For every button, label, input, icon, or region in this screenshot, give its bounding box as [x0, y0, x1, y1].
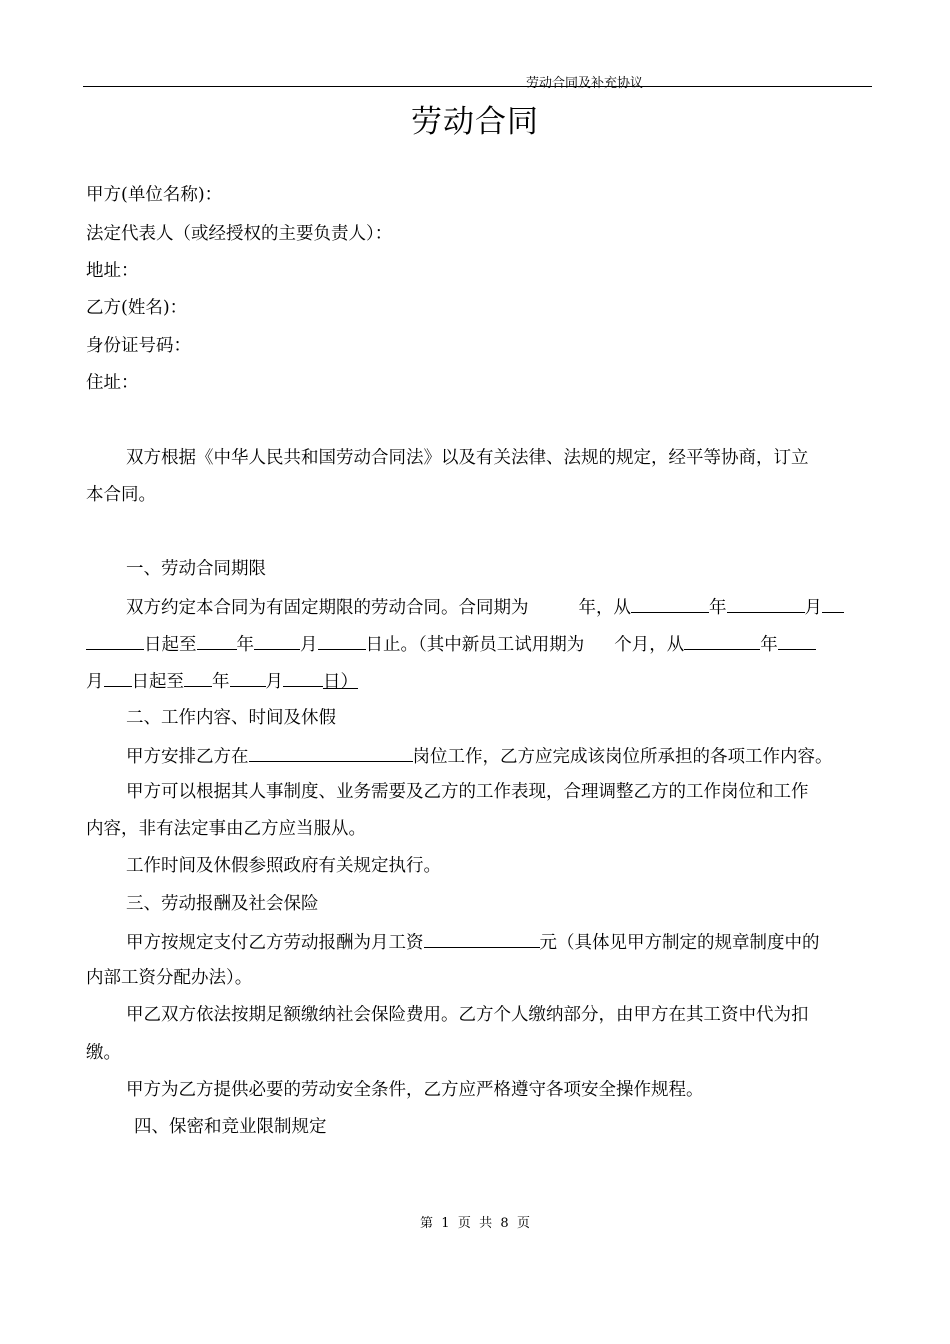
- section-4-heading: 四、保密和竞业限制规定: [134, 1117, 327, 1137]
- work-hours-line: 工作时间及休假参照政府有关规定执行。: [126, 856, 441, 876]
- probation-start-year-blank[interactable]: [684, 631, 760, 650]
- job-position-line: 甲方安排乙方在 岗位工作，乙方应完成该岗位所承担的各项工作内容。: [126, 743, 833, 769]
- probation-end-month-blank[interactable]: [230, 668, 266, 687]
- start-day-blank[interactable]: [86, 631, 144, 650]
- party-a-name-label: 甲方(单位名称)：: [86, 185, 223, 205]
- probation-start-day-blank[interactable]: [104, 668, 132, 687]
- party-b-address-label: 住址：: [86, 373, 139, 393]
- contract-term-line-1: 双方约定本合同为有固定期限的劳动合同。合同期为 年，从 年 月: [126, 594, 844, 620]
- job-adjust-line-2: 内容，非有法定事由乙方应当服从。: [86, 819, 366, 839]
- party-b-name-label: 乙方(姓名)：: [86, 298, 188, 318]
- running-header: 劳动合同及补充协议: [526, 76, 644, 91]
- salary-line-2: 内部工资分配办法）。: [86, 968, 253, 988]
- salary-blank[interactable]: [424, 929, 540, 948]
- preamble-line-2: 本合同。: [86, 485, 156, 505]
- contract-term-line-3: 月 日起至 年 月 日）: [86, 668, 358, 694]
- section-2-heading: 二、工作内容、时间及休假: [126, 708, 336, 728]
- id-number-label: 身份证号码：: [86, 336, 191, 356]
- job-adjust-line-1: 甲方可以根据其人事制度、业务需要及乙方的工作表现，合理调整乙方的工作岗位和工作: [126, 782, 809, 802]
- preamble-line-1: 双方根据《中华人民共和国劳动合同法》以及有关法律、法规的规定，经平等协商，订立: [126, 448, 809, 468]
- party-a-address-label: 地址：: [86, 261, 139, 281]
- end-year-blank[interactable]: [197, 631, 237, 650]
- probation-end-day-blank[interactable]: [283, 668, 323, 687]
- header-rule: [83, 86, 872, 87]
- probation-end-year-blank[interactable]: [184, 668, 212, 687]
- contract-term-line-2: 日起至 年 月 日止。（其中新员工试用期为 个月，从 年: [86, 631, 816, 657]
- social-insurance-line-2: 缴。: [86, 1043, 121, 1063]
- start-year-blank[interactable]: [631, 594, 709, 613]
- current-page-number: 1: [441, 1216, 450, 1231]
- probation-start-month-blank-part[interactable]: [778, 631, 816, 650]
- salary-line-1: 甲方按规定支付乙方劳动报酬为月工资 元（具体见甲方制定的规章制度中的: [126, 929, 820, 955]
- section-3-heading: 三、劳动报酬及社会保险: [126, 894, 319, 914]
- end-month-blank[interactable]: [254, 631, 300, 650]
- probation-close: 日）: [323, 672, 358, 692]
- page-footer: 第 1 页 共 8 页: [420, 1216, 530, 1231]
- legal-rep-label: 法定代表人（或经授权的主要负责人）：: [86, 224, 393, 244]
- section-1-heading: 一、劳动合同期限: [126, 559, 266, 579]
- social-insurance-line-1: 甲乙双方依法按期足额缴纳社会保险费用。乙方个人缴纳部分，由甲方在其工资中代为扣: [126, 1005, 809, 1025]
- page-title: 劳动合同: [411, 104, 539, 140]
- safety-line: 甲方为乙方提供必要的劳动安全条件，乙方应严格遵守各项安全操作规程。: [126, 1080, 704, 1100]
- end-day-blank[interactable]: [318, 631, 366, 650]
- job-position-blank[interactable]: [249, 743, 413, 762]
- total-pages-number: 8: [500, 1216, 509, 1231]
- start-day-blank-part[interactable]: [822, 594, 844, 613]
- start-month-blank[interactable]: [727, 594, 805, 613]
